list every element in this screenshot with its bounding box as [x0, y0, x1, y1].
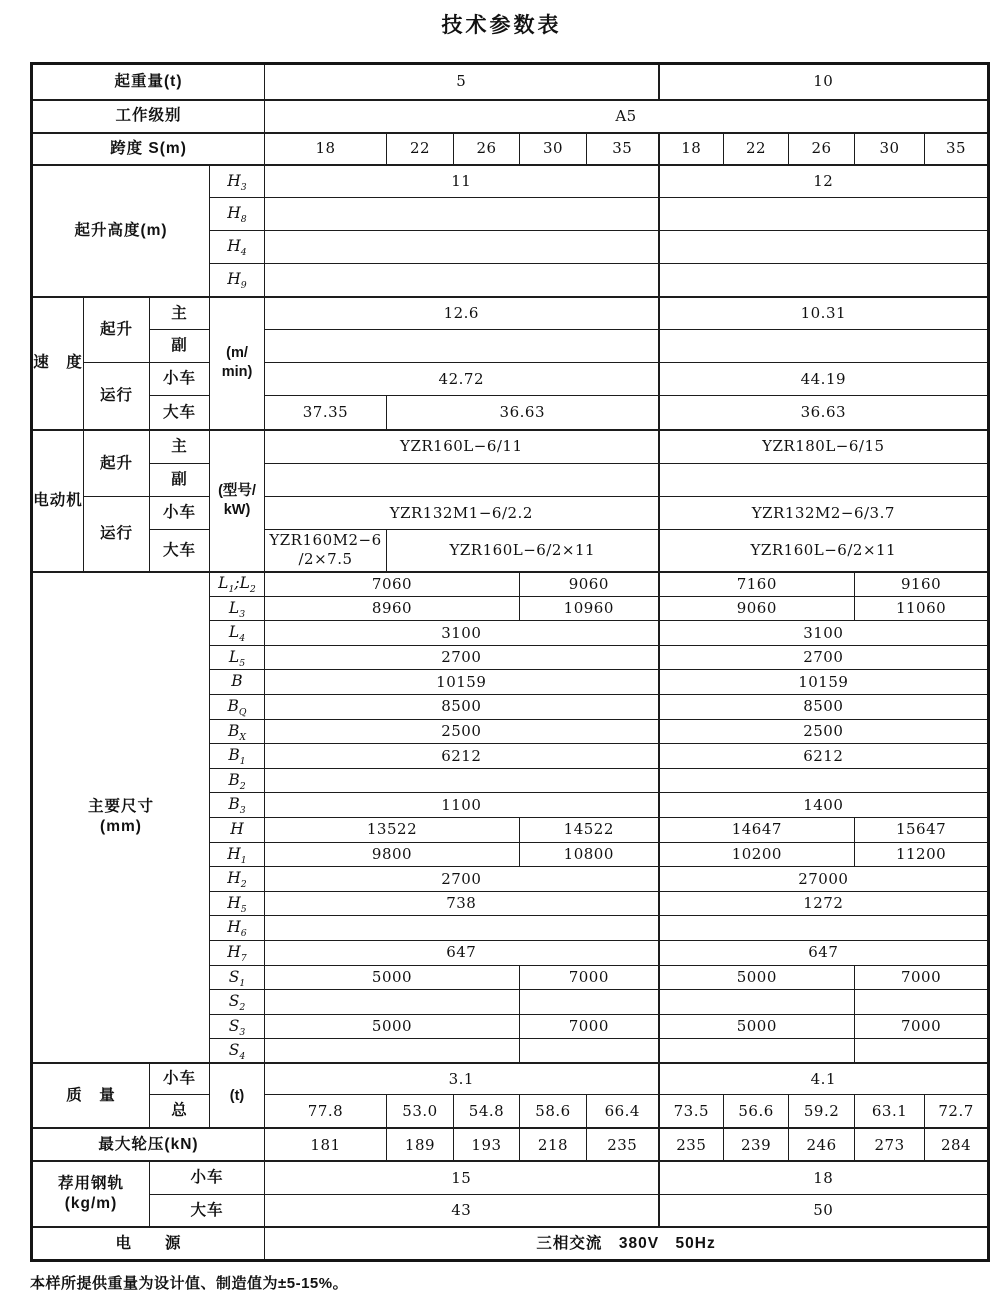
span-10t-30: 30 — [855, 133, 925, 165]
wheel-load-5t-35: 235 — [587, 1128, 659, 1161]
dim-b2-5t — [265, 768, 659, 793]
speed-travel-label: 运行 — [84, 363, 150, 430]
dim-l3-5t-a: 8960 — [265, 596, 520, 621]
sub-h2: $H_2$ — [210, 867, 265, 892]
dim-h1-10t-a: 10200 — [659, 842, 855, 867]
motor-trolley-5t: YZR132M1−6/2.2 — [265, 497, 659, 530]
motor-label: 电动机 — [32, 430, 84, 572]
row-span — [32, 133, 989, 165]
span-5t-35: 35 — [587, 133, 659, 165]
lift-height-label: 起升高度(m) — [32, 165, 210, 297]
rail-trolley-10t: 18 — [659, 1161, 989, 1194]
duty-value: A5 — [265, 100, 989, 133]
rail-label-line2: (kg/m) — [64, 1195, 118, 1213]
dims-label — [32, 572, 210, 1064]
dim-h6-5t — [265, 916, 659, 941]
dim-s2-5t-a — [265, 990, 520, 1015]
dim-s4-10t-a — [659, 1039, 855, 1064]
dim-h2-5t: 2700 — [265, 867, 659, 892]
mass-total-5t-26: 54.8 — [454, 1094, 520, 1128]
motor-crane-10t: YZR160L−6/2×11 — [659, 530, 989, 572]
motor-crane-5t-rest: YZR160L−6/2×11 — [387, 530, 659, 572]
dim-b2-10t — [659, 768, 989, 793]
dim-l3-10t-b: 11060 — [855, 596, 989, 621]
sub-h6: $H_6$ — [210, 916, 265, 941]
sub-s4: $S_4$ — [210, 1039, 265, 1064]
speed-trolley-5t: 42.72 — [265, 363, 659, 396]
mass-total-label: 总 — [150, 1094, 210, 1128]
dim-s4-5t-a — [265, 1039, 520, 1064]
h9-10t — [659, 264, 989, 297]
sub-h9: $H_9$ — [210, 264, 265, 297]
dim-l3-10t-a: 9060 — [659, 596, 855, 621]
sub-h8: $H_8$ — [210, 198, 265, 231]
motor-crane-5t-18-line1: YZR160M2−6 — [269, 530, 382, 549]
dim-bq-5t: 8500 — [265, 694, 659, 719]
duty-label: 工作级别 — [32, 100, 265, 133]
rail-label-line1: 荐用钢轨 — [57, 1175, 124, 1193]
sub-b3: $B_3$ — [210, 793, 265, 818]
h3-10t: 12 — [659, 165, 989, 198]
sub-h7: $H_7$ — [210, 940, 265, 965]
dim-s1-5t-b: 7000 — [520, 965, 659, 990]
span-10t-26: 26 — [789, 133, 855, 165]
rail-label — [32, 1161, 150, 1227]
span-5t-18: 18 — [265, 133, 387, 165]
mass-total-10t-35: 72.7 — [925, 1094, 989, 1128]
dim-h1-5t-b: 10800 — [520, 842, 659, 867]
row-dim-l1l2 — [32, 572, 989, 597]
row-speed-trolley — [32, 363, 989, 396]
dim-h1-10t-b: 11200 — [855, 842, 989, 867]
dim-l1l2-10t-a: 7160 — [659, 572, 855, 597]
motor-unit-line1: (型号/ — [218, 482, 256, 499]
wheel-load-10t-22: 239 — [724, 1128, 789, 1161]
dim-h5-10t: 1272 — [659, 891, 989, 916]
dim-l1l2-5t-b: 9060 — [520, 572, 659, 597]
dim-h1-5t-a: 9800 — [265, 842, 520, 867]
sub-h4: $H_4$ — [210, 231, 265, 264]
span-5t-30: 30 — [520, 133, 587, 165]
row-mass-trolley — [32, 1063, 989, 1094]
h4-10t — [659, 231, 989, 264]
mass-total-10t-22: 56.6 — [724, 1094, 789, 1128]
speed-main-10t: 10.31 — [659, 297, 989, 330]
wheel-load-5t-22: 189 — [387, 1128, 454, 1161]
dim-s3-5t-b: 7000 — [520, 1014, 659, 1039]
mass-trolley-5t: 3.1 — [265, 1063, 659, 1094]
sub-s3: $S_3$ — [210, 1014, 265, 1039]
speed-aux-label: 副 — [150, 330, 210, 363]
dim-bx-5t: 2500 — [265, 719, 659, 744]
rail-crane-10t: 50 — [659, 1194, 989, 1227]
footnote: 本样所提供重量为设计值、制造值为±5-15%。 — [30, 1275, 349, 1292]
speed-main-5t: 12.6 — [265, 297, 659, 330]
dim-s4-10t-b — [855, 1039, 989, 1064]
dim-h-10t-b: 15647 — [855, 817, 989, 842]
row-duty — [32, 100, 989, 133]
motor-crane-5t-18-line2: /2×7.5 — [298, 550, 353, 569]
wheel-load-10t-18: 235 — [659, 1128, 724, 1161]
sub-bq: $B_Q$ — [210, 694, 265, 719]
row-speed-main — [32, 297, 989, 330]
motor-hoist-label: 起升 — [84, 430, 150, 497]
power-label: 电 源 — [32, 1227, 265, 1260]
h9-5t — [265, 264, 659, 297]
row-motor-aux — [32, 464, 989, 497]
dim-s2-10t-b — [855, 990, 989, 1015]
dim-bq-10t: 8500 — [659, 694, 989, 719]
mass-label: 质 量 — [32, 1063, 150, 1128]
sub-h1: $H_1$ — [210, 842, 265, 867]
h4-5t — [265, 231, 659, 264]
capacity-5t: 5 — [265, 64, 659, 100]
dims-label-line2: (mm) — [100, 818, 142, 836]
wheel-load-5t-30: 218 — [520, 1128, 587, 1161]
speed-aux-10t — [659, 330, 989, 363]
dim-h6-10t — [659, 916, 989, 941]
dim-bx-10t: 2500 — [659, 719, 989, 744]
sub-l5: $L_5$ — [210, 645, 265, 670]
dim-l5-5t: 2700 — [265, 645, 659, 670]
motor-travel-label: 运行 — [84, 497, 150, 572]
dim-h7-5t: 647 — [265, 940, 659, 965]
dim-l5-10t: 2700 — [659, 645, 989, 670]
dim-s1-10t-a: 5000 — [659, 965, 855, 990]
span-10t-35: 35 — [925, 133, 989, 165]
mass-total-10t-18: 73.5 — [659, 1094, 724, 1128]
dim-l4-10t: 3100 — [659, 621, 989, 646]
dim-l1l2-5t-a: 7060 — [265, 572, 520, 597]
motor-unit-line2: kW) — [223, 501, 251, 518]
speed-main-label: 主 — [150, 297, 210, 330]
speed-crane-10t: 36.63 — [659, 396, 989, 430]
dim-l1l2-10t-b: 9160 — [855, 572, 989, 597]
mass-total-5t-22: 53.0 — [387, 1094, 454, 1128]
dim-h7-10t: 647 — [659, 940, 989, 965]
dim-h2-10t: 27000 — [659, 867, 989, 892]
motor-crane-5t-18 — [265, 530, 387, 572]
dim-l4-5t: 3100 — [265, 621, 659, 646]
dims-label-line1: 主要尺寸 — [87, 798, 154, 816]
dim-s1-10t-b: 7000 — [855, 965, 989, 990]
sub-h: H — [210, 817, 265, 842]
dim-b1-10t: 6212 — [659, 744, 989, 769]
span-10t-18: 18 — [659, 133, 724, 165]
row-power — [32, 1227, 989, 1260]
mass-trolley-label: 小车 — [150, 1063, 210, 1094]
speed-crane-5t-rest: 36.63 — [387, 396, 659, 430]
mass-total-5t-30: 58.6 — [520, 1094, 587, 1128]
motor-crane-label: 大车 — [150, 530, 210, 572]
mass-trolley-10t: 4.1 — [659, 1063, 989, 1094]
sub-s2: $S_2$ — [210, 990, 265, 1015]
speed-unit-line1: (m/ — [226, 345, 248, 362]
speed-label: 速 度 — [32, 297, 84, 430]
dim-s3-5t-a: 5000 — [265, 1014, 520, 1039]
dim-h-10t-a: 14647 — [659, 817, 855, 842]
capacity-10t: 10 — [659, 64, 989, 100]
row-motor-trolley — [32, 497, 989, 530]
speed-crane-5t-18: 37.35 — [265, 396, 387, 430]
motor-unit — [210, 430, 265, 572]
sub-h5: $H_5$ — [210, 891, 265, 916]
mass-total-10t-26: 59.2 — [789, 1094, 855, 1128]
mass-total-5t-35: 66.4 — [587, 1094, 659, 1128]
motor-aux-label: 副 — [150, 464, 210, 497]
sub-h3: $H_3$ — [210, 165, 265, 198]
speed-unit-line2: min) — [221, 364, 253, 380]
motor-aux-10t — [659, 464, 989, 497]
speed-aux-5t — [265, 330, 659, 363]
dim-h-5t-b: 14522 — [520, 817, 659, 842]
row-speed-crane — [32, 396, 989, 430]
motor-main-label: 主 — [150, 430, 210, 464]
row-speed-aux — [32, 330, 989, 363]
dim-s4-5t-b — [520, 1039, 659, 1064]
h3-5t: 11 — [265, 165, 659, 198]
span-5t-26: 26 — [454, 133, 520, 165]
wheel-load-10t-26: 246 — [789, 1128, 855, 1161]
dim-b-5t: 10159 — [265, 670, 659, 695]
rail-trolley-5t: 15 — [265, 1161, 659, 1194]
motor-trolley-10t: YZR132M2−6/3.7 — [659, 497, 989, 530]
row-capacity — [32, 64, 989, 100]
sub-b1: $B_1$ — [210, 744, 265, 769]
rail-crane-5t: 43 — [265, 1194, 659, 1227]
h8-5t — [265, 198, 659, 231]
motor-aux-5t — [265, 464, 659, 497]
row-rail-crane — [32, 1194, 989, 1227]
wheel-load-label: 最大轮压(kN) — [32, 1128, 265, 1161]
motor-main-5t: YZR160L−6/11 — [265, 430, 659, 464]
speed-crane-label: 大车 — [150, 396, 210, 430]
sub-s1: $S_1$ — [210, 965, 265, 990]
power-value: 三相交流 380V 50Hz — [265, 1227, 989, 1260]
dim-b1-5t: 6212 — [265, 744, 659, 769]
span-10t-22: 22 — [724, 133, 789, 165]
speed-trolley-10t: 44.19 — [659, 363, 989, 396]
dim-b3-10t: 1400 — [659, 793, 989, 818]
sub-b: B — [210, 670, 265, 695]
dim-l3-5t-b: 10960 — [520, 596, 659, 621]
wheel-load-5t-18: 181 — [265, 1128, 387, 1161]
mass-total-10t-30: 63.1 — [855, 1094, 925, 1128]
dim-s2-5t-b — [520, 990, 659, 1015]
page-title: 技术参数表 — [441, 14, 562, 37]
speed-hoist-label: 起升 — [84, 297, 150, 363]
span-label: 跨度 S(m) — [32, 133, 265, 165]
wheel-load-10t-35: 284 — [925, 1128, 989, 1161]
dim-s3-10t-b: 7000 — [855, 1014, 989, 1039]
dim-b3-5t: 1100 — [265, 793, 659, 818]
motor-main-10t: YZR180L−6/15 — [659, 430, 989, 464]
dim-s1-5t-a: 5000 — [265, 965, 520, 990]
dim-s3-10t-a: 5000 — [659, 1014, 855, 1039]
speed-trolley-label: 小车 — [150, 363, 210, 396]
wheel-load-10t-30: 273 — [855, 1128, 925, 1161]
sub-bx: $B_X$ — [210, 719, 265, 744]
wheel-load-5t-26: 193 — [454, 1128, 520, 1161]
dim-h5-5t: 738 — [265, 891, 659, 916]
rail-trolley-label: 小车 — [150, 1161, 265, 1194]
capacity-label: 起重量(t) — [32, 64, 265, 100]
dim-s2-10t-a — [659, 990, 855, 1015]
mass-unit: (t) — [210, 1063, 265, 1128]
speed-unit — [210, 297, 265, 430]
span-5t-22: 22 — [387, 133, 454, 165]
mass-total-5t-18: 77.8 — [265, 1094, 387, 1128]
row-motor-crane — [32, 530, 989, 572]
sub-b2: $B_2$ — [210, 768, 265, 793]
h8-10t — [659, 198, 989, 231]
rail-crane-label: 大车 — [150, 1194, 265, 1227]
row-motor-main — [32, 430, 989, 464]
sub-l4: $L_4$ — [210, 621, 265, 646]
sub-l1l2: $L_1;L_2$ — [210, 572, 265, 597]
row-h3 — [32, 165, 989, 198]
row-rail-trolley — [32, 1161, 989, 1194]
dim-h-5t-a: 13522 — [265, 817, 520, 842]
row-mass-total — [32, 1094, 989, 1128]
row-wheel-load — [32, 1128, 989, 1161]
motor-trolley-label: 小车 — [150, 497, 210, 530]
spec-table — [30, 62, 990, 1262]
dim-b-10t: 10159 — [659, 670, 989, 695]
sub-l3: $L_3$ — [210, 596, 265, 621]
